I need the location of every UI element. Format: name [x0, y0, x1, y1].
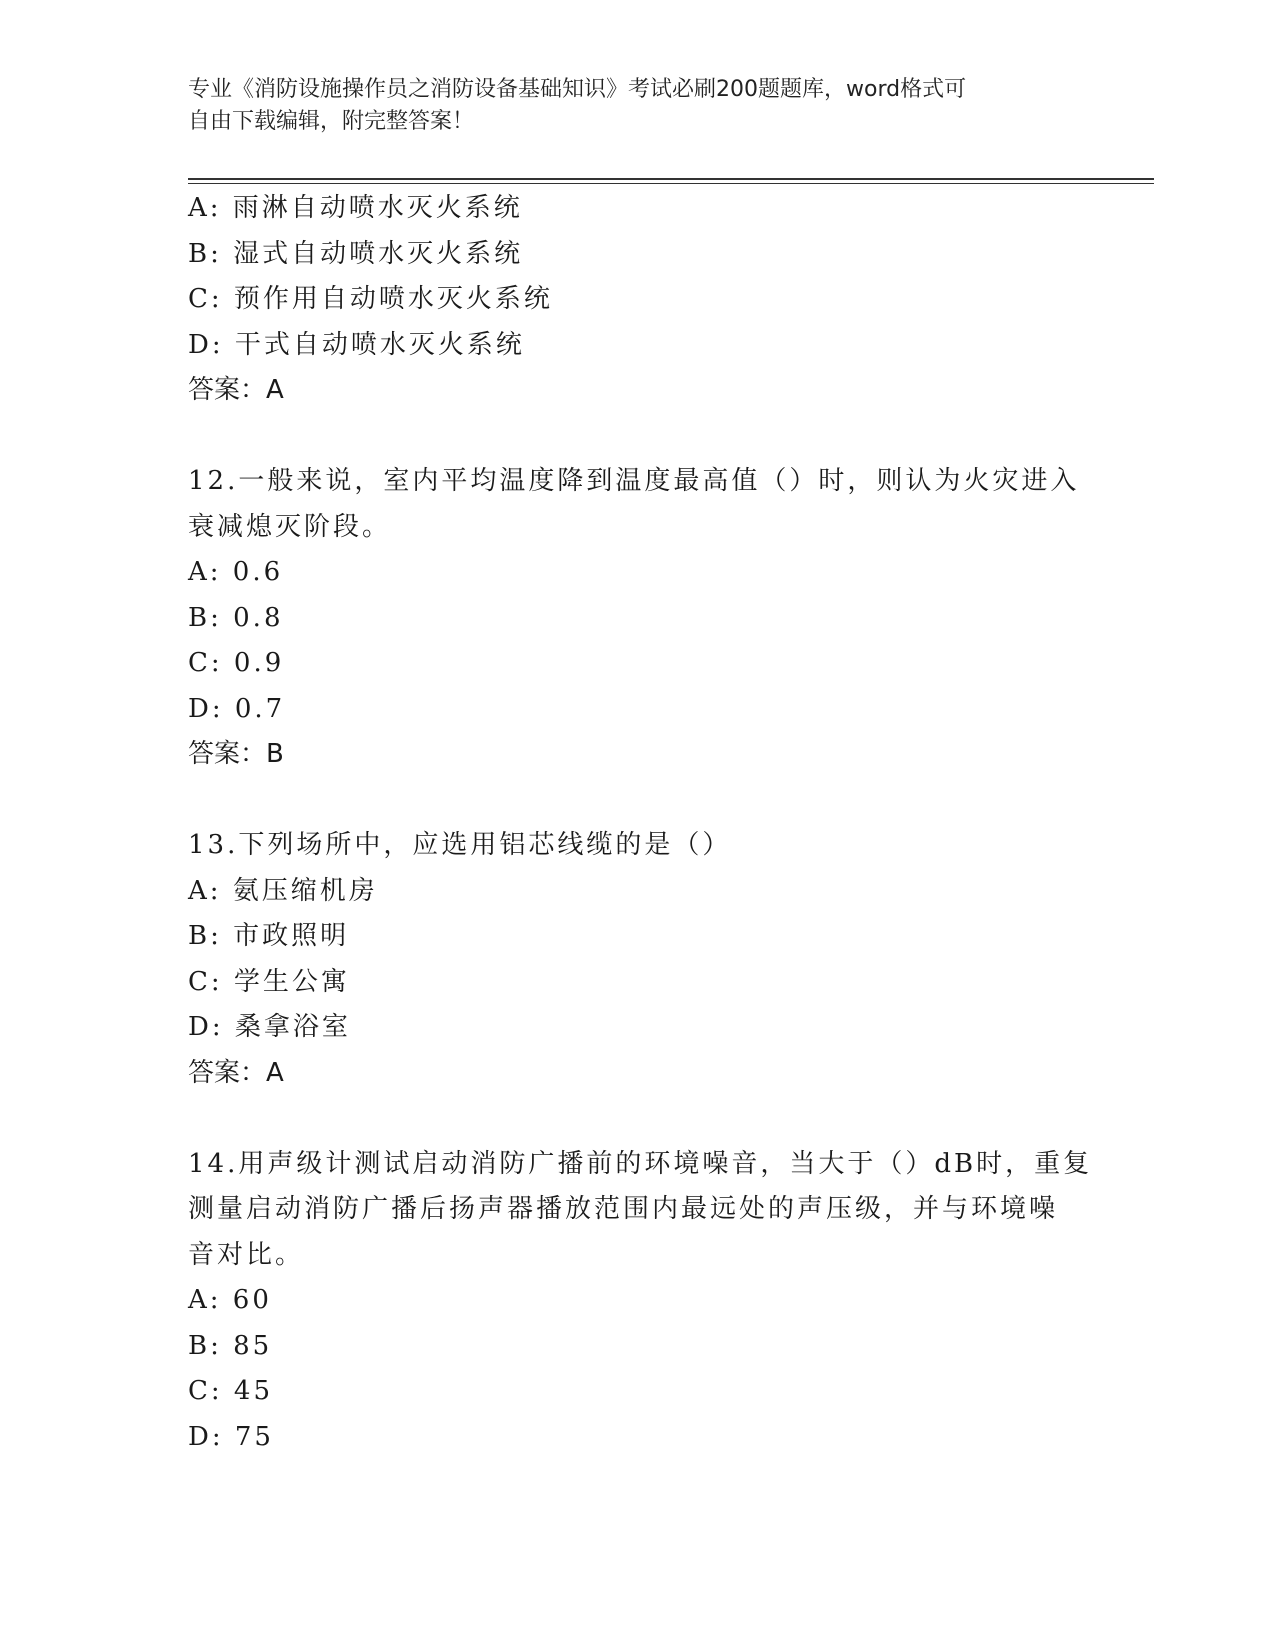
question-14: [188, 1142, 1093, 1461]
answer-line: 答案：B: [188, 739, 284, 769]
spacer: [188, 778, 1088, 824]
option-c: C: 45: [188, 1376, 274, 1406]
question-stem-line-2: 衰减熄灭阶段。: [188, 511, 392, 542]
option-a: A: 氨压缩机房: [188, 875, 378, 906]
spacer: [188, 414, 1088, 460]
option-c: C: 0.9: [188, 648, 285, 678]
option-d: D: 桑拿浴室: [188, 1012, 351, 1042]
option-a: A: 0.6: [188, 557, 284, 587]
header-line-1: 专业《消防设施操作员之消防设备基础知识》考试必刷200题题库，word格式可: [188, 77, 967, 102]
question-stem-line-3: 音对比。: [188, 1239, 305, 1270]
option-b: B: 湿式自动喷水灭火系统: [188, 238, 524, 269]
question-stem-line-1: 13.下列场所中，应选用铝芯线缆的是（）: [188, 830, 732, 860]
option-a: A: 雨淋自动喷水灭火系统: [188, 193, 523, 223]
question-stem-line-2: 测量启动消防广播后扬声器播放范围内最远处的声压级，并与环境噪: [188, 1194, 1059, 1224]
header-line-2: 自由下载编辑，附完整答案！: [188, 109, 475, 134]
option-d: D: 75: [188, 1421, 274, 1452]
answer-line: 答案：A: [188, 375, 284, 405]
option-b: B: 0.8: [188, 602, 284, 633]
option-b: B: 85: [188, 1330, 273, 1361]
answer-line: 答案：A: [188, 1057, 284, 1088]
option-a: A: 60: [188, 1285, 272, 1315]
spacer: [188, 1096, 1088, 1142]
question-11: [188, 186, 1088, 414]
document-header: [188, 74, 1068, 138]
option-c: C: 预作用自动喷水灭火系统: [188, 284, 553, 314]
question-list: [188, 186, 1093, 1460]
option-d: D: 0.7: [188, 693, 286, 724]
question-stem-line-1: 14.用声级计测试启动消防广播前的环境噪音，当大于（）dB时，重复: [188, 1148, 1093, 1179]
option-b: B: 市政照明: [188, 921, 350, 951]
option-d: D: 干式自动喷水灭火系统: [188, 329, 525, 360]
header-divider-thin: [188, 183, 1154, 184]
question-12: [188, 459, 1088, 778]
question-stem-line-1: 12.一般来说，室内平均温度降到温度最高值（）时，则认为火灾进入: [188, 466, 1080, 496]
header-divider-thick: [188, 178, 1154, 180]
option-c: C: 学生公寓: [188, 966, 350, 997]
question-13: [188, 823, 1088, 1096]
